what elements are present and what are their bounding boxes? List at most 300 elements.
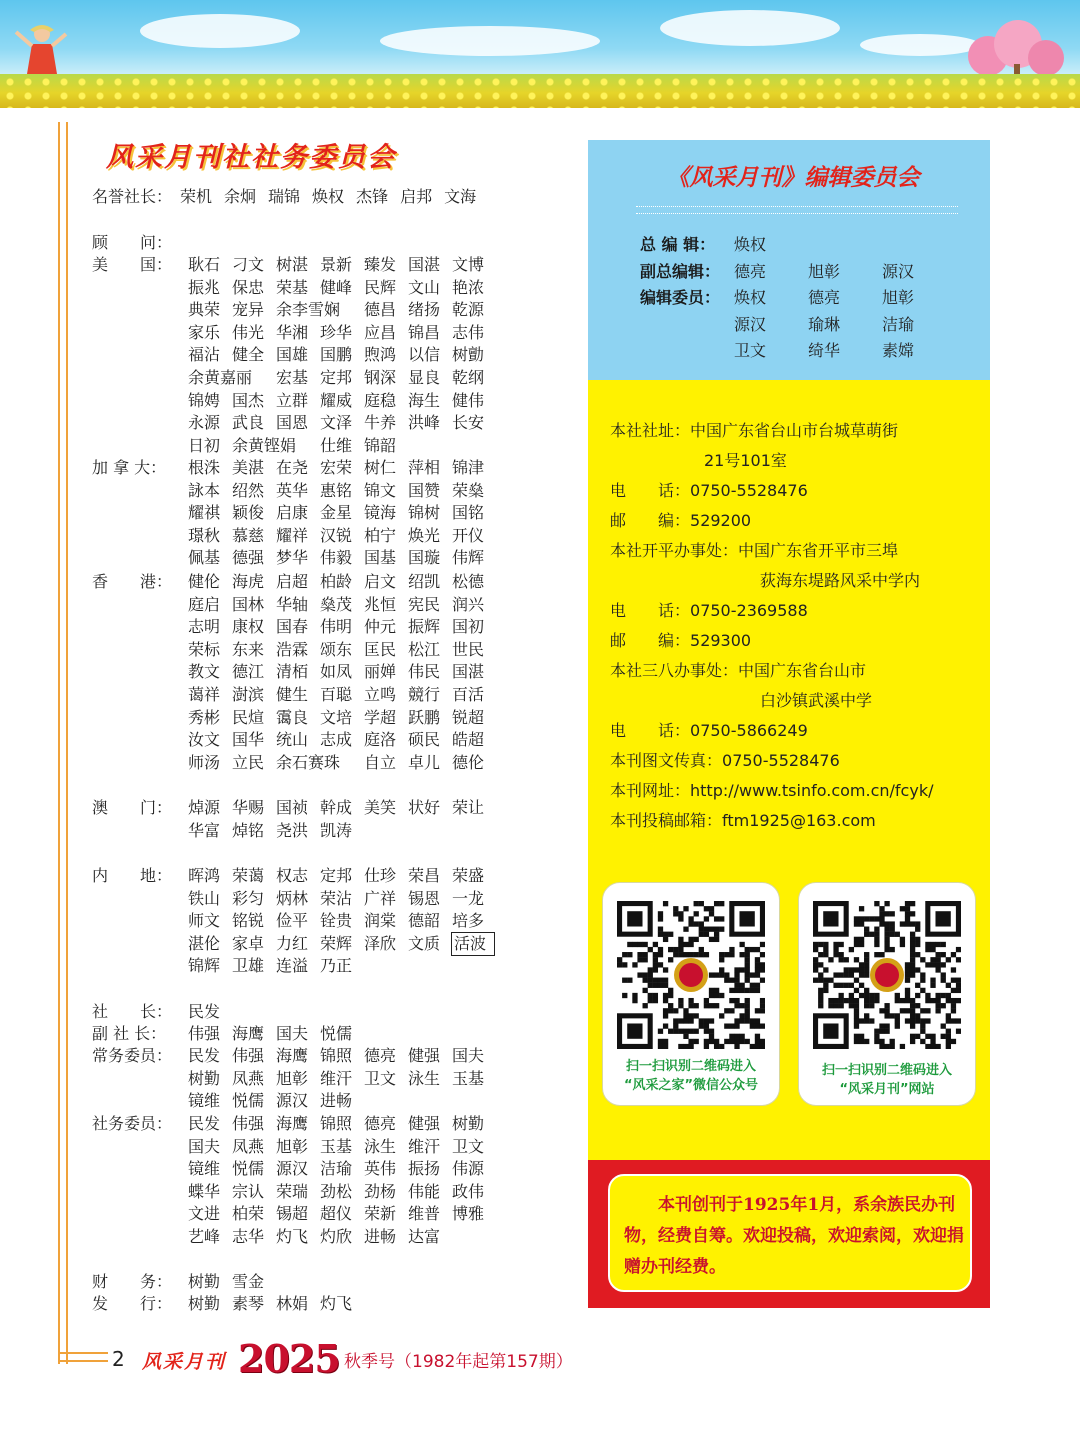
contact-info-panel (588, 380, 990, 1160)
member-name: 统山 (276, 730, 309, 750)
member-name: 柏荣 (232, 1204, 265, 1224)
member-name: 国杰 (232, 390, 265, 410)
member-name: 健伦 (188, 572, 221, 591)
member-name: 伟强 (232, 1114, 265, 1133)
member-name: 进畅 (364, 1226, 397, 1246)
group-names (188, 1045, 508, 1113)
contact-value: ftm1925@163.com (722, 811, 876, 830)
honorary-name: 文海 (444, 187, 477, 206)
contact-line (610, 746, 933, 776)
notice-panel (588, 1160, 990, 1308)
contact-label: 邮 编： (610, 511, 691, 530)
group-label: 常务委员： (92, 1046, 173, 1065)
member-name: 国华 (232, 730, 265, 750)
honorary-name: 启邦 (400, 187, 433, 206)
member-name: 焯源 (188, 798, 221, 817)
member-name: 锦昌 (408, 322, 441, 342)
member-name: 余李雪娴 (276, 300, 341, 320)
name-row (188, 254, 508, 277)
member-name: 德昌 (364, 300, 397, 320)
member-name: 美笑 (364, 798, 397, 817)
member-name: 文山 (408, 277, 441, 297)
member-name: 绪扬 (408, 300, 441, 320)
member-name: 汉锐 (320, 525, 353, 545)
member-name: 德伦 (452, 752, 485, 772)
editorial-row (640, 338, 956, 365)
member-name: 德亮 (364, 1114, 397, 1133)
editorial-row (640, 232, 956, 259)
member-name: 凤燕 (232, 1068, 265, 1088)
name-row (188, 1113, 508, 1136)
member-name: 劲松 (320, 1181, 353, 1201)
member-name: 柏宁 (364, 525, 397, 545)
member-name: 梦华 (276, 548, 309, 568)
member-name: 旭彰 (276, 1136, 309, 1156)
member-name: 进畅 (320, 1091, 353, 1111)
contact-value: 0750-5866249 (690, 721, 808, 740)
editorial-role: 总 编 辑： (640, 235, 716, 254)
member-name: 健强 (408, 1046, 441, 1065)
member-name: 佩基 (188, 548, 221, 568)
member-name: 国林 (232, 594, 265, 614)
contact-line (610, 476, 933, 506)
qr-code-icon (813, 901, 961, 1049)
contact-value: 0750-2369588 (690, 601, 808, 620)
editor-name: 绮华 (808, 341, 841, 360)
member-name: 海鹰 (232, 1024, 265, 1043)
contact-line (610, 506, 933, 536)
name-row (188, 344, 508, 367)
member-name: 伟强 (188, 1024, 221, 1043)
name-row (188, 547, 508, 570)
name-row (188, 502, 508, 525)
member-name: 以信 (408, 345, 441, 365)
contact-value: 中国广东省台山市 (738, 661, 867, 680)
member-name: 镜海 (364, 503, 397, 523)
member-name: 师文 (188, 911, 221, 931)
name-row (188, 1293, 508, 1316)
member-name: 耀祥 (276, 525, 309, 545)
member-name: 绍凯 (408, 572, 441, 591)
member-name: 荣让 (452, 798, 485, 817)
member-name: 凤燕 (232, 1136, 265, 1156)
member-name: 仲元 (364, 617, 397, 637)
contact-line (610, 596, 933, 626)
name-row (188, 1271, 508, 1294)
group-names (188, 1293, 508, 1316)
member-name: 林娟 (276, 1294, 309, 1313)
contact-label: 本社三八办事处： (610, 661, 739, 680)
notice-text: 本刊创刊于1925年1月，系余族民办刊物，经费自筹。欢迎投稿，欢迎索阅，欢迎捐赠办刊经费。 (624, 1195, 964, 1277)
member-name: 彩匀 (232, 888, 265, 908)
member-name: 卓儿 (408, 752, 441, 772)
member-name: 庭洛 (364, 730, 397, 750)
member-name: 康权 (232, 617, 265, 637)
affairs-committee-title: 风采月刊社社务委员会 (106, 142, 396, 173)
member-name: 泳生 (364, 1136, 397, 1156)
member-name: 开仪 (452, 525, 485, 545)
group-label: 美 国： (92, 255, 173, 274)
member-name: 耿石 (188, 255, 221, 274)
member-name: 一龙 (452, 888, 485, 908)
member-name: 伟民 (408, 662, 441, 682)
member-name: 荣燊 (452, 480, 485, 500)
member-name: 荣蔼 (232, 866, 265, 885)
member-name: 国湛 (408, 255, 441, 274)
member-name: 宠异 (232, 300, 265, 320)
footer-magazine-name: 风采月刊 (142, 1351, 227, 1373)
member-name: 国基 (364, 548, 397, 568)
group-label: 社务委员： (92, 1114, 173, 1133)
member-name: 培多 (452, 911, 485, 931)
member-name: 柏龄 (320, 572, 353, 591)
member-name: 秀彬 (188, 707, 221, 727)
member-name: 荣辉 (320, 933, 353, 953)
member-name: 镜维 (188, 1159, 221, 1179)
member-name: 定邦 (320, 367, 353, 387)
name-row (188, 684, 508, 707)
group-names (188, 865, 508, 978)
contact-value: 529300 (690, 631, 752, 650)
member-name: 振辉 (408, 617, 441, 637)
member-name: 国赞 (408, 480, 441, 500)
editorial-role: 副总编辑： (640, 261, 721, 281)
member-name: 颖俊 (232, 503, 265, 523)
member-name: 国祯 (276, 798, 309, 817)
contact-value: http://www.tsinfo.com.cn/fcyk/ (690, 781, 934, 800)
member-name: 乾源 (452, 300, 485, 320)
member-name: 德江 (232, 662, 265, 682)
name-row (188, 322, 508, 345)
contact-label: 电 话： (610, 601, 691, 620)
member-name: 煦鸿 (364, 345, 397, 365)
member-name: 民发 (188, 1114, 221, 1133)
member-name: 健全 (232, 345, 265, 365)
member-name: 焕光 (408, 525, 441, 545)
member-name: 国湛 (452, 662, 485, 682)
member-name: 在尧 (276, 458, 309, 477)
editorial-committee-panel (588, 140, 990, 380)
member-name: 家乐 (188, 322, 221, 342)
name-row (188, 457, 508, 480)
name-row (188, 594, 508, 617)
member-name: 振兆 (188, 277, 221, 297)
member-name: 民发 (188, 1002, 221, 1021)
honorary-name: 荣机 (180, 187, 213, 206)
member-name: 璟秋 (188, 525, 221, 545)
name-row (188, 1090, 508, 1113)
member-name: 锦娉 (188, 390, 221, 410)
member-name: 劲杨 (364, 1181, 397, 1201)
member-name: 旭彰 (276, 1068, 309, 1088)
member-name: 雪金 (232, 1272, 265, 1291)
group-names (188, 254, 508, 457)
member-name: 民辉 (364, 277, 397, 297)
member-name: 牛养 (364, 413, 397, 433)
member-name: 余石赛珠 (276, 752, 341, 772)
qr-caption-line1: 扫一扫识别二维码进入 (625, 1059, 756, 1074)
member-name: 维汗 (320, 1068, 353, 1088)
member-name: 乾纲 (452, 367, 485, 387)
member-name: 焯铭 (232, 820, 265, 840)
member-name: 宏荣 (320, 458, 353, 477)
member-name: 宗认 (232, 1181, 265, 1201)
member-name: 宏基 (276, 367, 309, 387)
member-name: 启文 (364, 572, 397, 591)
member-name: 树勤 (188, 1272, 221, 1291)
notice-box (608, 1174, 972, 1292)
member-name: 华湘 (276, 322, 309, 342)
contact-value: 荻海东堤路风采中学内 (760, 571, 921, 590)
member-name: 铨贵 (320, 911, 353, 931)
website-qr-card[interactable] (798, 882, 976, 1106)
group-names (188, 1001, 508, 1024)
member-name: 海鹰 (276, 1114, 309, 1133)
name-row (188, 525, 508, 548)
group-label: 财 务： (92, 1272, 173, 1291)
member-name: 湛伦 (188, 933, 221, 953)
member-name: 立民 (232, 752, 265, 772)
member-name: 国雄 (276, 345, 309, 365)
member-name: 志成 (320, 730, 353, 750)
member-name: 家卓 (232, 933, 265, 953)
member-name: 锦韶 (364, 435, 397, 455)
member-name: 海鹰 (276, 1046, 309, 1065)
member-name: 教文 (188, 662, 221, 682)
member-name: 文泽 (320, 413, 353, 433)
member-name: 荣昌 (408, 866, 441, 885)
member-name: 锦照 (320, 1114, 353, 1133)
editor-name: 焕权 (734, 288, 767, 307)
member-name: 铁山 (188, 888, 221, 908)
member-name: 跃鹏 (408, 707, 441, 727)
member-name: 保忠 (232, 277, 265, 297)
member-name: 庭启 (188, 594, 221, 614)
member-name: 悦儒 (232, 1159, 265, 1179)
member-name: 国夫 (452, 1046, 485, 1065)
member-name: 荣标 (188, 639, 221, 659)
contact-line (610, 716, 933, 746)
editor-name: 旭彰 (808, 261, 841, 281)
member-name: 刁文 (232, 255, 265, 274)
member-name: 锐超 (452, 707, 485, 727)
contact-value: 0750-5528476 (690, 481, 808, 500)
member-name: 典荣 (188, 300, 221, 320)
member-name: 活波 (452, 933, 494, 956)
member-name: 华富 (188, 820, 221, 840)
group-names (188, 1271, 508, 1294)
qr-code-icon (617, 901, 765, 1049)
member-name: 皓超 (452, 730, 485, 750)
name-row (188, 277, 508, 300)
member-name: 树湛 (276, 255, 309, 274)
member-name: 维普 (408, 1204, 441, 1224)
member-name: 健强 (408, 1114, 441, 1133)
member-name: 国初 (452, 617, 485, 637)
contact-line (610, 566, 933, 596)
contact-value: 529200 (690, 511, 752, 530)
member-name: 競行 (408, 684, 441, 704)
group-label: 加 拿 大： (92, 458, 167, 477)
member-name: 文博 (452, 255, 485, 274)
name-row (188, 661, 508, 684)
member-name: 绍然 (232, 480, 265, 500)
member-name: 锦照 (320, 1046, 353, 1065)
member-name: 幹成 (320, 798, 353, 817)
contact-label: 本社开平办事处： (610, 541, 739, 560)
member-name: 力红 (276, 933, 309, 953)
member-name: 尧洪 (276, 820, 309, 840)
wechat-qr-card[interactable] (602, 882, 780, 1106)
member-name: 兆恒 (364, 594, 397, 614)
member-name: 国夫 (188, 1136, 221, 1156)
member-name: 洪峰 (408, 413, 441, 433)
honorary-name: 瑞锦 (268, 187, 301, 206)
contact-line (610, 776, 933, 806)
member-name: 卫文 (364, 1068, 397, 1088)
member-name: 健伟 (452, 390, 485, 410)
member-name: 伟毅 (320, 548, 353, 568)
name-row (188, 571, 508, 594)
member-name: 启超 (276, 572, 309, 591)
member-name: 霭良 (276, 707, 309, 727)
member-name: 志明 (188, 617, 221, 637)
group-label: 社 长： (92, 1002, 173, 1021)
editor-name: 德亮 (808, 288, 841, 307)
group-names (188, 457, 508, 570)
header-banner (0, 0, 1080, 108)
member-name: 立鸣 (364, 684, 397, 704)
member-name: 匡民 (364, 639, 397, 659)
qr-caption-line1: 扫一扫识别二维码进入 (821, 1063, 952, 1078)
member-name: 英华 (276, 480, 309, 500)
name-row (188, 729, 508, 752)
name-row (188, 820, 508, 843)
member-name: 自立 (364, 752, 397, 772)
page-number: 2 (112, 1347, 125, 1371)
member-name: 宪民 (408, 594, 441, 614)
editorial-row (640, 285, 956, 312)
member-name: 文培 (320, 707, 353, 727)
editor-name: 瑜琳 (808, 314, 841, 334)
group-names (188, 1113, 508, 1249)
name-row (188, 480, 508, 503)
member-name: 志华 (232, 1226, 265, 1246)
member-name: 玉基 (452, 1068, 485, 1088)
member-name: 广祥 (364, 888, 397, 908)
contact-label: 邮 编： (610, 631, 691, 650)
flower-field (0, 74, 1080, 108)
name-row (188, 955, 508, 978)
member-name: 师汤 (188, 752, 221, 772)
member-name: 臻发 (364, 255, 397, 274)
member-name: 润棠 (364, 911, 397, 931)
member-name: 荣新 (364, 1204, 397, 1224)
member-name: 悦儒 (320, 1024, 353, 1043)
member-name: 松德 (452, 572, 485, 591)
member-name: 洁瑜 (320, 1159, 353, 1179)
member-name: 如凤 (320, 662, 353, 682)
footer-border-rule (58, 1352, 108, 1362)
member-name: 蝶华 (188, 1181, 221, 1201)
contact-line (610, 806, 933, 836)
member-name: 启康 (276, 503, 309, 523)
group-label: 副 社 长： (92, 1024, 167, 1043)
member-name: 树勤 (188, 1068, 221, 1088)
member-name: 荣基 (276, 277, 309, 297)
member-name: 国夫 (276, 1024, 309, 1043)
contact-value: 0750-5528476 (722, 751, 840, 770)
qr-caption-line2: “风采月刊”网站 (839, 1082, 935, 1097)
member-name: 伟能 (408, 1181, 441, 1201)
member-name: 詠本 (188, 480, 221, 500)
member-name: 硕民 (408, 730, 441, 750)
member-name: 树勯 (452, 345, 485, 365)
honorary-name: 焕权 (312, 187, 345, 206)
member-name: 耀祺 (188, 503, 221, 523)
member-name: 福沾 (188, 345, 221, 365)
member-name: 悦儒 (232, 1091, 265, 1111)
contact-line (610, 446, 933, 476)
member-name: 德亮 (364, 1046, 397, 1065)
member-name: 松江 (408, 639, 441, 659)
name-row (188, 616, 508, 639)
member-name: 荣盛 (452, 866, 485, 885)
member-name: 伟强 (232, 1046, 265, 1065)
contact-label: 电 话： (610, 721, 691, 740)
honorary-names (180, 187, 488, 206)
member-name: 钢深 (364, 367, 397, 387)
member-name: 仕维 (320, 435, 353, 455)
member-name: 国恩 (276, 413, 309, 433)
member-name: 锦文 (364, 480, 397, 500)
member-name: 余黄嘉丽 (188, 367, 253, 387)
contact-line (610, 416, 933, 446)
member-name: 国铭 (452, 503, 485, 523)
group-label: 香 港： (92, 572, 173, 591)
name-row (188, 1068, 508, 1091)
contact-line (610, 686, 933, 716)
member-name: 锦辉 (188, 956, 221, 976)
member-name: 铭锐 (232, 911, 265, 931)
member-name: 德强 (232, 548, 265, 568)
editor-name: 源汉 (734, 314, 767, 334)
member-name: 灼飞 (320, 1294, 353, 1313)
member-name: 国璇 (408, 548, 441, 568)
editor-name: 焕权 (734, 235, 767, 254)
contact-value: 21号101室 (704, 451, 787, 470)
member-name: 锡超 (276, 1204, 309, 1224)
group-names (188, 1023, 508, 1046)
member-name: 慕慈 (232, 525, 265, 545)
member-name: 蔼祥 (188, 684, 221, 704)
name-row (188, 299, 508, 322)
member-name: 金星 (320, 503, 353, 523)
member-name: 维汗 (408, 1136, 441, 1156)
member-name: 俭平 (276, 911, 309, 931)
member-name: 澍滨 (232, 684, 265, 704)
member-name: 华赐 (232, 798, 265, 817)
member-name: 树勤 (188, 1294, 221, 1313)
member-name: 汝文 (188, 730, 221, 750)
honorary-president-row (92, 186, 488, 208)
group-label: 内 地： (92, 866, 173, 885)
member-name: 定邦 (320, 866, 353, 885)
editorial-list (640, 232, 956, 365)
group-names (188, 571, 508, 774)
name-row (188, 933, 508, 956)
member-name: 锡恩 (408, 888, 441, 908)
